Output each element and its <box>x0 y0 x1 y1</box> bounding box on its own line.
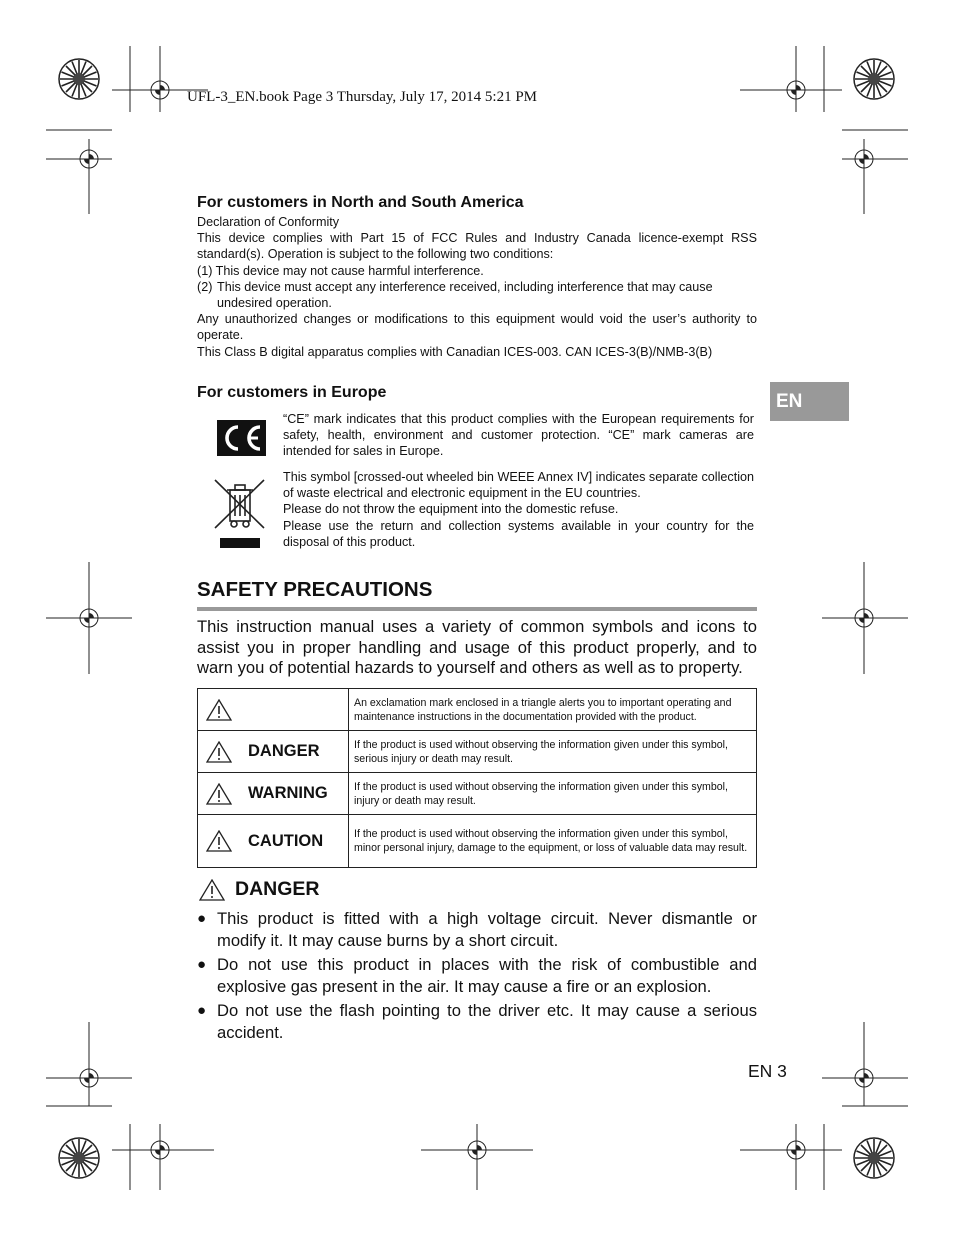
america-heading: For customers in North and South America <box>197 194 524 211</box>
language-tab: EN <box>770 382 849 421</box>
condition-2-number: (2) <box>197 279 213 294</box>
declaration-text: Declaration of Conformity <box>197 215 340 229</box>
section-divider <box>197 607 757 611</box>
page-number: EN 3 <box>748 1061 787 1081</box>
print-header: UFL-3_EN.book Page 3 Thursday, July 17, 2014 5:21 PM <box>187 89 537 105</box>
safety-title: SAFETY PRECAUTIONS <box>197 578 433 601</box>
warning-triangle-icon <box>206 830 232 852</box>
danger-heading: DANGER <box>235 878 320 900</box>
table-row <box>198 815 757 868</box>
bullet-icon: ● <box>197 1002 207 1019</box>
ices-paragraph: This Class B digital apparatus complies with Canadian ICES-003. CAN ICES-3(B)/NMB-3(B) <box>197 344 713 359</box>
danger-heading-row <box>199 878 320 901</box>
america-section <box>197 214 757 360</box>
warning-triangle-icon <box>206 783 232 805</box>
list-item-text: This product is fitted with a high voltage circuit. Never dismantle or modify it. It may cause burns by a short circuit. <box>217 909 757 950</box>
symbol-table <box>197 688 757 868</box>
warning-triangle-icon <box>206 699 232 721</box>
list-item <box>197 1000 757 1044</box>
table-row <box>198 689 757 731</box>
condition-2-text: This device must accept any interference received, including interference that may cause undesired operation. <box>217 279 713 311</box>
symbol-description: An exclamation mark enclosed in a triangle alerts you to important operating and maintenance instructions in the documentation provided with the product. <box>349 689 757 731</box>
bullet-icon: ● <box>197 956 207 973</box>
symbol-description: If the product is used without observing the information given under this symbol, minor personal injury, damage to the equipment, or loss of valuable data may result. <box>349 815 757 868</box>
warning-triangle-icon <box>199 879 225 901</box>
unauthorized-paragraph: Any unauthorized changes or modifications to this equipment would void the user’s authority to operate. <box>197 312 757 343</box>
symbol-label: DANGER <box>248 742 320 760</box>
symbol-cell <box>198 689 349 731</box>
symbol-description: If the product is used without observing the information given under this symbol, serious injury or death may result. <box>349 731 757 773</box>
weee-text-3: Please use the return and collection systems available in your country for the disposal of this product. <box>283 518 754 549</box>
symbol-description: If the product is used without observing the information given under this symbol, injury or death may result. <box>349 773 757 815</box>
symbol-label: CAUTION <box>248 831 324 850</box>
weee-text-2: Please do not throw the equipment into the domestic refuse. <box>283 502 619 517</box>
table-row <box>198 731 757 773</box>
condition-2 <box>197 279 757 311</box>
list-item-text: Do not use this product in places with the risk of combustible and explosive gas present in the air. It may cause a fire or an explosion. <box>217 955 757 996</box>
symbol-cell <box>198 731 349 773</box>
fcc-paragraph: This device complies with Part 15 of FCC Rules and Industry Canada licence-exempt RSS standard(s). Operation is subject to the following two conditions: <box>197 231 757 262</box>
symbol-cell <box>198 815 349 868</box>
table-row <box>198 773 757 815</box>
list-item-text: Do not use the flash pointing to the driver etc. It may cause a serious accident. <box>217 1001 757 1042</box>
europe-heading: For customers in Europe <box>197 384 387 401</box>
warning-triangle-icon <box>206 741 232 763</box>
condition-1: (1) This device may not cause harmful interference. <box>197 263 484 278</box>
symbol-label: WARNING <box>248 784 328 802</box>
bullet-icon: ● <box>197 910 207 927</box>
ce-mark-icon <box>217 420 266 456</box>
weee-bin-icon <box>214 476 266 548</box>
weee-text-1: This symbol [crossed-out wheeled bin WEEE Annex IV] indicates separate collection of waste electrical and electronic equipment in the EU countries. <box>283 470 754 501</box>
list-item <box>197 954 757 998</box>
safety-intro: This instruction manual uses a variety of common symbols and icons to assist you in proper handling and usage of this product properly, and to warn you of potential hazards to yourself and others as well as to property. <box>197 617 757 678</box>
weee-description <box>283 469 754 550</box>
symbol-cell <box>198 773 349 815</box>
ce-description: “CE” mark indicates that this product complies with the European requirements for safety, health, environment and customer protection. “CE” mark cameras are intended for sales in Europe. <box>283 412 754 459</box>
list-item <box>197 908 757 952</box>
danger-list <box>197 908 757 1046</box>
